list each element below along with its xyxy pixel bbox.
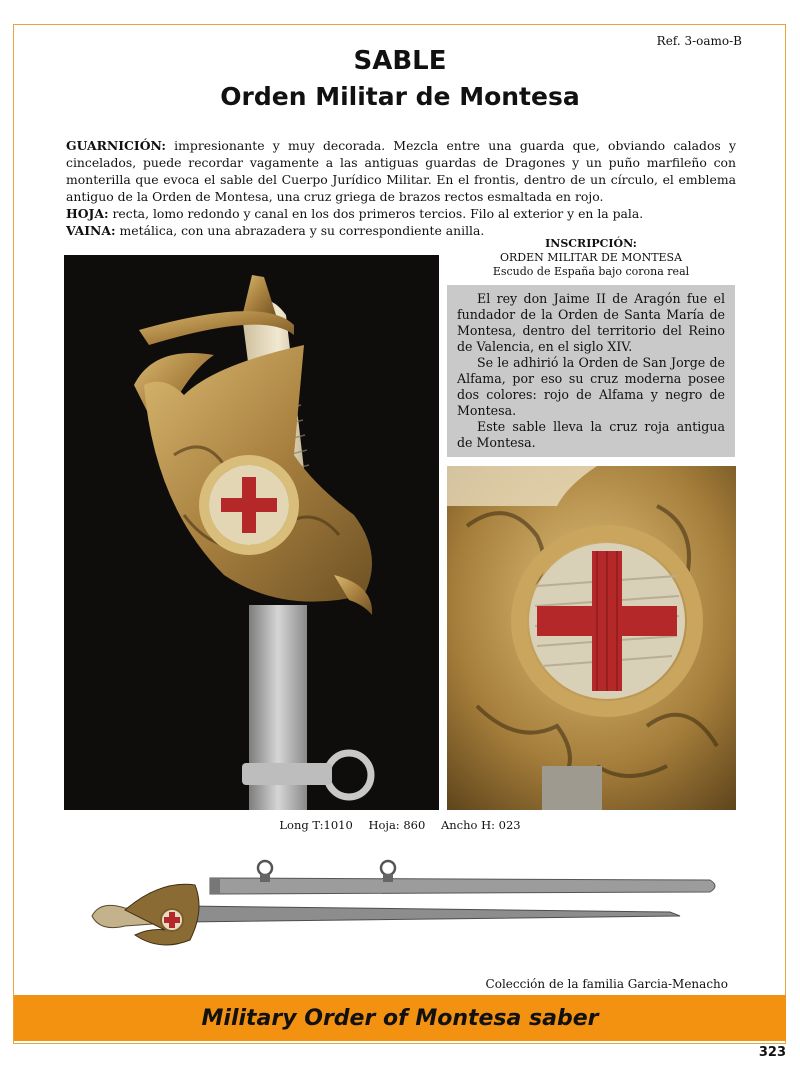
page-number: 323 [758, 1045, 786, 1060]
english-title: Military Order of Montesa saber [201, 1005, 599, 1031]
blade-width: Ancho H: 023 [440, 818, 521, 832]
inscription-block [446, 237, 736, 279]
vaina-text: metálica, con una abrazadera y su correspondiente anilla. [115, 223, 485, 238]
reference-code: Ref. 3-oamo-B [656, 34, 742, 48]
guarnicion-text: impresionante y muy decorada. Mezcla entre una guarda que, obviando calados y cincelados, puede recordar vagamente a las antiguas guardas de Dragones y un puño marfileño con monterilla que evoca el sable del Cuerpo Jurídico Militar. En el frontis, dentro de un círculo, el emblema antiguo de la Orden de Montesa, una cruz griega de brazos rectos esmaltada en rojo. [66, 138, 736, 204]
page-subtitle: Orden Militar de Montesa [220, 82, 580, 111]
history-paragraph-1: El rey don Jaime II de Aragón fue el fundador de la Orden de Santa María de Montesa, dentro del territorio del Reino de Valencia, en el siglo XIV. [457, 291, 725, 354]
hoja-paragraph [66, 205, 736, 222]
dimensions-caption [0, 818, 800, 832]
medallion-illustration [447, 466, 736, 810]
history-paragraph-2: Se le adhirió la Orden de San Jorge de Alfama, por eso su cruz moderna posee dos colores: rojo de Alfama y negro de Montesa. [457, 355, 725, 418]
guarnicion-paragraph [66, 137, 736, 205]
full-saber-photo [80, 840, 730, 970]
hilt-photo [64, 255, 439, 810]
inscription-label: INSCRIPCIÓN: [545, 237, 637, 250]
page-title: SABLE [353, 46, 447, 76]
vaina-label: VAINA: [66, 223, 116, 238]
guarnicion-label: GUARNICIÓN: [66, 138, 166, 153]
hoja-text: recta, lomo redondo y canal en los dos primeros tercios. Filo al exterior y en la pala. [108, 206, 644, 221]
english-title-banner [14, 995, 786, 1041]
total-length: Long T:1010 [279, 818, 353, 832]
inscription-line-2: Escudo de España bajo corona real [492, 265, 690, 278]
medallion-photo [447, 466, 736, 810]
inscription-line-1: ORDEN MILITAR DE MONTESA [499, 251, 683, 264]
hilt-illustration [64, 255, 439, 810]
collection-credit: Colección de la familia Garcia-Menacho [485, 977, 728, 991]
description-block [66, 137, 736, 239]
history-paragraph-3: Este sable lleva la cruz roja antigua de Montesa. [457, 419, 725, 450]
history-box [447, 285, 735, 457]
full-saber-illustration [80, 840, 730, 970]
hoja-label: HOJA: [66, 206, 109, 221]
blade-length: Hoja: 860 [368, 818, 426, 832]
